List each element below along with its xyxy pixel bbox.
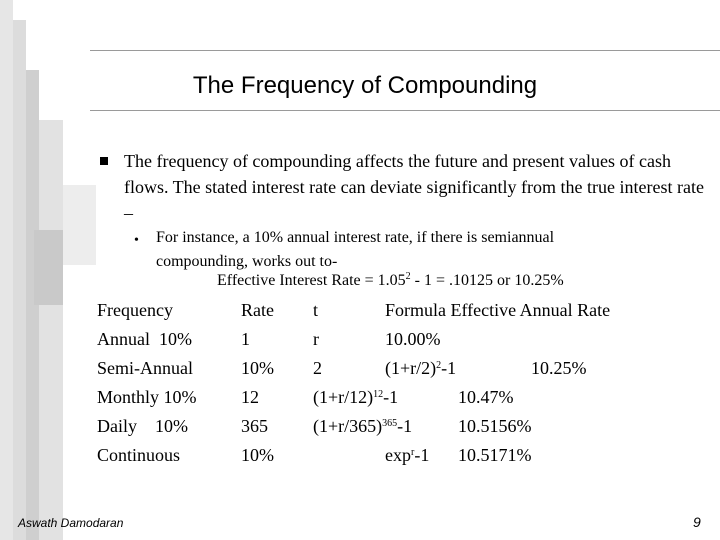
footer-author: Aswath Damodaran	[18, 516, 124, 530]
decor-bar	[63, 185, 96, 265]
slide-title: The Frequency of Compounding	[192, 72, 538, 99]
decor-bar	[39, 120, 63, 540]
row-continuous-frequency: Continuous	[97, 445, 181, 465]
header-t: t	[313, 300, 319, 320]
row-semi-t: 2	[313, 358, 322, 378]
decor-bar	[34, 230, 63, 305]
row-daily-formula: $(1+r/365)^{365}-1$	[313, 416, 413, 436]
row-semi-formula: $(1+r/2)^2-1$	[385, 358, 457, 378]
row-annual-formula: r	[313, 329, 319, 349]
row-daily-t: 365	[241, 416, 268, 436]
row-monthly-ear: 10.47%	[458, 387, 514, 407]
header-formula-ear: Formula Effective Annual Rate	[385, 300, 611, 320]
row-semi-ear: 10.25%	[531, 358, 587, 378]
row-semi-rate: 10%	[241, 358, 274, 378]
dot-bullet-icon: •	[134, 233, 139, 248]
bullet-text: The frequency of compounding affects the future and present values of cash flows. The stated interest rate can deviate significantly from the true interest rate –	[124, 151, 704, 223]
decor-bar	[26, 70, 39, 540]
square-bullet-icon	[100, 157, 108, 165]
top-divider	[90, 50, 720, 51]
header-rate: Rate	[241, 300, 274, 320]
row-monthly-t: 12	[241, 387, 259, 407]
row-semi-frequency: Semi-Annual	[97, 358, 193, 378]
effective-rate-formula: Effective Interest Rate = $1.05^2 - 1 = .10125$ or 10.25%	[217, 271, 564, 289]
row-monthly-frequency: Monthly 10%	[97, 387, 197, 407]
sub-bullet	[156, 226, 696, 274]
row-continuous-ear: 10.5171%	[458, 445, 532, 465]
row-monthly-formula: $(1+r/12)^{12}-1$	[313, 387, 399, 407]
sub-bullet-line: For instance, a 10% annual interest rate, if there is semiannual	[156, 229, 555, 246]
row-continuous-formula: $\exp^r-1$	[385, 445, 430, 465]
row-annual-frequency: Annual 10%	[97, 329, 192, 349]
row-continuous-rate: 10%	[241, 445, 274, 465]
row-annual-ear: 10.00%	[385, 329, 441, 349]
row-daily-ear: 10.5156%	[458, 416, 532, 436]
sub-bullet-line: compounding, works out to-	[156, 253, 338, 270]
title-divider	[90, 110, 720, 111]
header-frequency: Frequency	[97, 300, 173, 320]
row-daily-frequency: Daily 10%	[97, 416, 188, 436]
page-number: 9	[693, 514, 701, 530]
row-annual-t: 1	[241, 329, 250, 349]
